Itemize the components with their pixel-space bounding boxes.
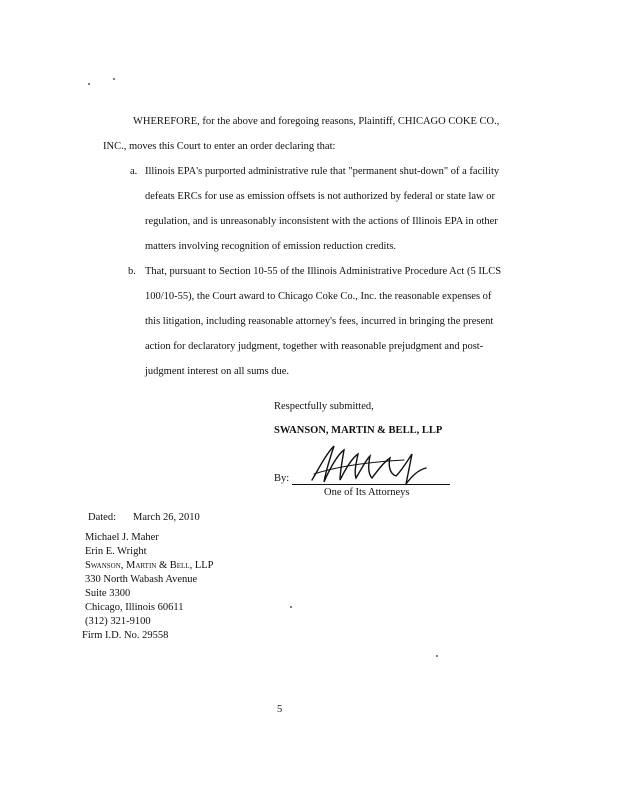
scan-speck — [113, 78, 115, 80]
item-a-label: a. — [130, 166, 138, 177]
item-b-line-3: this litigation, including reasonable attorney's fees, incurred in bringing the present — [145, 316, 494, 327]
by-label: By: — [274, 473, 290, 484]
contact-city: Chicago, Illinois 60611 — [85, 602, 184, 613]
contact-firm: Swanson, Martin & Bell, LLP — [85, 560, 214, 571]
scan-speck — [88, 83, 90, 85]
contact-name-1: Michael J. Maher — [85, 532, 159, 543]
item-b-label: b. — [128, 266, 136, 277]
body-line-2: INC., moves this Court to enter an order declaring that: — [103, 141, 336, 152]
contact-firm-id: Firm I.D. No. 29558 — [82, 630, 169, 641]
body-line-1: WHEREFORE, for the above and foregoing reasons, Plaintiff, CHICAGO COKE CO., — [133, 116, 500, 127]
firm-name: SWANSON, MARTIN & BELL, LLP — [274, 425, 443, 436]
dated-value: March 26, 2010 — [133, 512, 200, 523]
item-a-line-1: Illinois EPA's purported administrative rule that "permanent shut-down" of a facility — [145, 166, 500, 177]
item-b-line-5: judgment interest on all sums due. — [145, 366, 290, 377]
signature-image — [308, 440, 433, 488]
item-a-line-4: matters involving recognition of emission reduction credits. — [145, 241, 397, 252]
page-number: 5 — [277, 704, 283, 715]
signature-line — [292, 484, 450, 485]
item-a-line-2: defeats ERCs for use as emission offsets is not authorized by federal or state law or — [145, 191, 496, 202]
item-b-line-1: That, pursuant to Section 10-55 of the Illinois Administrative Procedure Act (5 ILCS — [145, 266, 502, 277]
closing: Respectfully submitted, — [274, 401, 374, 412]
contact-suite: Suite 3300 — [85, 588, 131, 599]
contact-name-2: Erin E. Wright — [85, 546, 147, 557]
contact-address: 330 North Wabash Avenue — [85, 574, 198, 585]
signature-caption: One of Its Attorneys — [324, 487, 410, 498]
item-a-line-3: regulation, and is unreasonably inconsistent with the actions of Illinois EPA in other — [145, 216, 498, 227]
contact-phone: (312) 321-9100 — [85, 616, 151, 627]
dated-label: Dated: — [88, 512, 116, 523]
scan-speck — [436, 655, 438, 657]
item-b-line-2: 100/10-55), the Court award to Chicago Coke Co., Inc. the reasonable expenses of — [145, 291, 492, 302]
scan-speck — [290, 606, 292, 608]
item-b-line-4: action for declaratory judgment, together with reasonable prejudgment and post- — [145, 341, 484, 352]
